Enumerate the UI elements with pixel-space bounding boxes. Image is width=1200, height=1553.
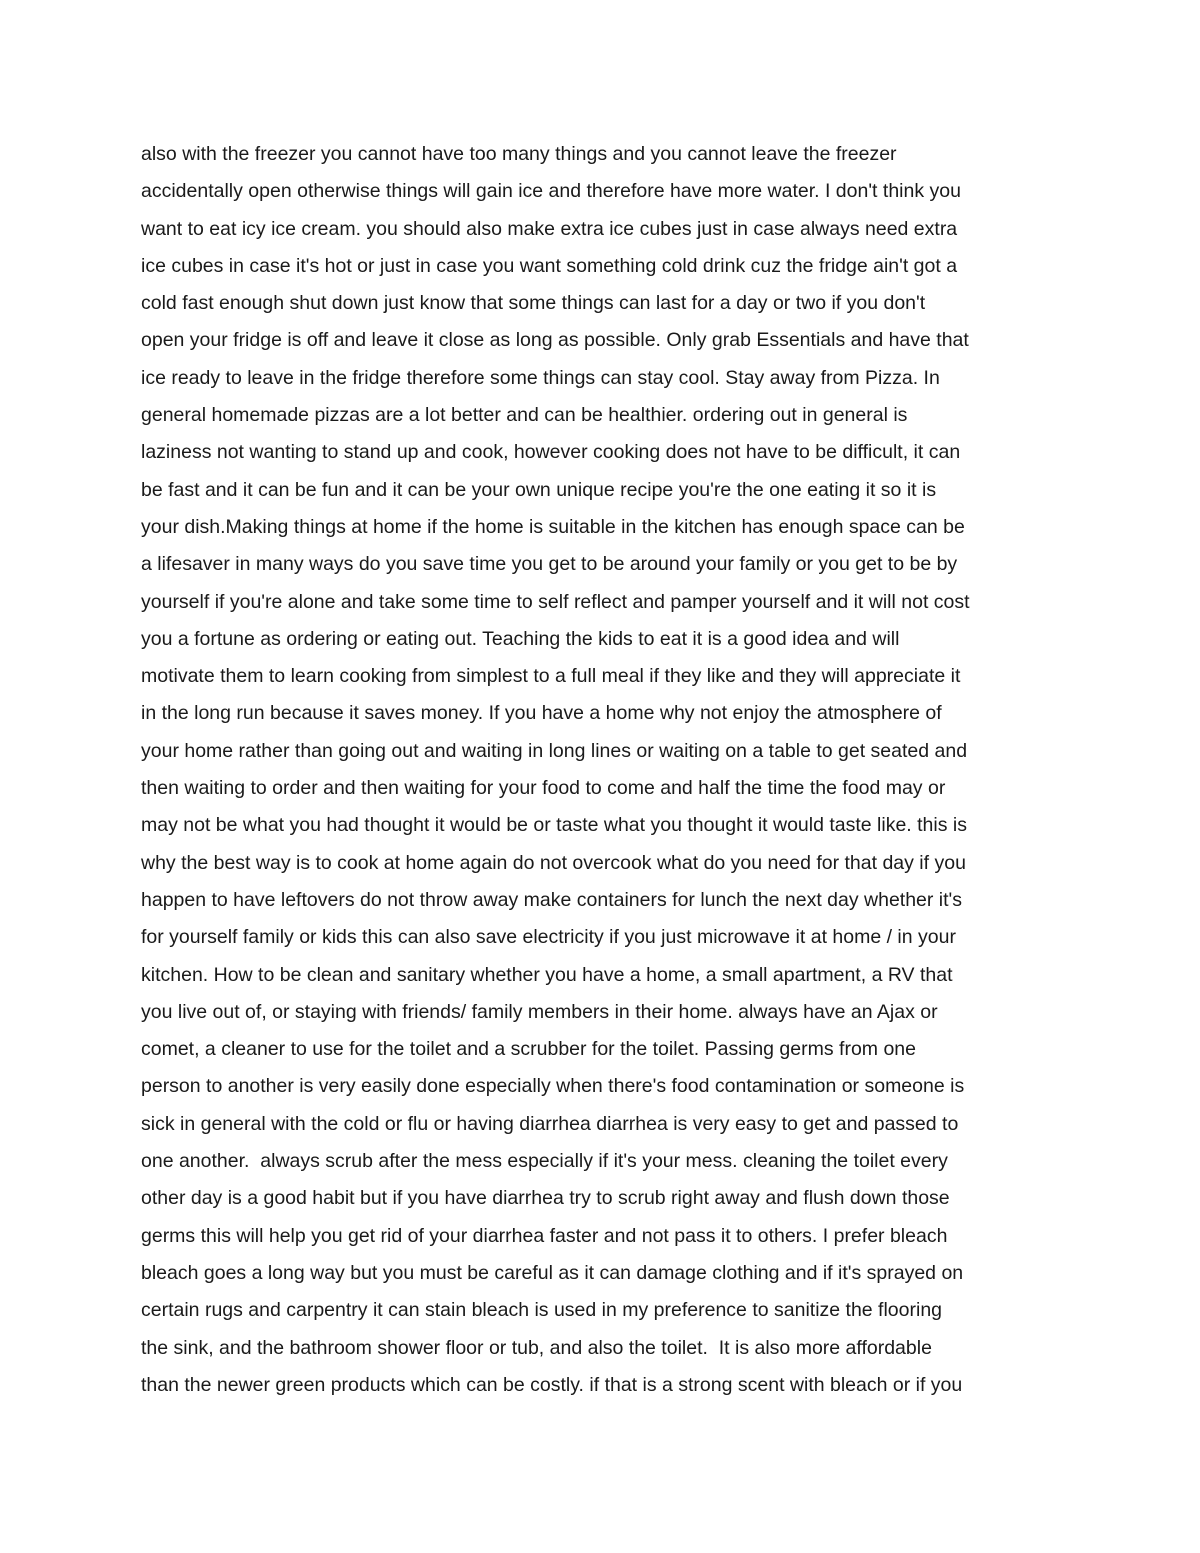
text-line: may not be what you had thought it would be or taste what you thought it would taste like. this is [141, 814, 967, 837]
text-line: happen to have leftovers do not throw away make containers for lunch the next day whether it's [141, 888, 963, 911]
text-line: sick in general with the cold or flu or having diarrhea diarrhea is very easy to get and passed to [141, 1112, 959, 1135]
body-text [141, 136, 1081, 1404]
text-line: for yourself family or kids this can also save electricity if you just microwave it at home / in your [141, 926, 956, 949]
text-line: certain rugs and carpentry it can stain bleach is used in my preference to sanitize the flooring [141, 1299, 943, 1322]
text-line: want to eat icy ice cream. you should also make extra ice cubes just in case always need extra [141, 217, 958, 240]
text-line: then waiting to order and then waiting for your food to come and half the time the food may or [141, 777, 946, 800]
text-line: open your fridge is off and leave it close as long as possible. Only grab Essentials and have that [141, 329, 969, 352]
text-line: person to another is very easily done especially when there's food contamination or someone is [141, 1075, 965, 1098]
text-line: cold fast enough shut down just know that some things can last for a day or two if you don't [141, 292, 926, 315]
text-line: general homemade pizzas are a lot better and can be healthier. ordering out in general is [141, 404, 908, 427]
text-line: motivate them to learn cooking from simplest to a full meal if they like and they will appreciate it [141, 665, 961, 688]
text-line: other day is a good habit but if you have diarrhea try to scrub right away and flush down those [141, 1187, 950, 1210]
text-line: why the best way is to cook at home again do not overcook what do you need for that day if you [141, 851, 966, 874]
text-line: be fast and it can be fun and it can be your own unique recipe you're the one eating it so it is [141, 478, 937, 501]
text-line: ice ready to leave in the fridge therefore some things can stay cool. Stay away from Pizza. In [141, 366, 940, 389]
text-line: the sink, and the bathroom shower floor or tub, and also the toilet. It is also more affordable [141, 1336, 932, 1359]
text-line: laziness not wanting to stand up and cook, however cooking does not have to be difficult, it can [141, 441, 961, 464]
text-line: germs this will help you get rid of your diarrhea faster and not pass it to others. I prefer bleach [141, 1224, 948, 1247]
text-line: kitchen. How to be clean and sanitary whether you have a home, a small apartment, a RV that [141, 963, 953, 986]
text-line: ice cubes in case it's hot or just in case you want something cold drink cuz the fridge ain't got a [141, 254, 958, 277]
text-line: also with the freezer you cannot have too many things and you cannot leave the freezer [141, 143, 897, 165]
text-line: one another. always scrub after the mess especially if it's your mess. cleaning the toilet every [141, 1150, 948, 1173]
text-line: your dish.Making things at home if the home is suitable in the kitchen has enough space can be [141, 515, 965, 538]
text-line: accidentally open otherwise things will gain ice and therefore have more water. I don't think you [141, 180, 961, 203]
text-line: you live out of, or staying with friends/ family members in their home. always have an Ajax or [141, 1000, 938, 1023]
text-line: bleach goes a long way but you must be careful as it can damage clothing and if it's sprayed on [141, 1261, 964, 1284]
text-line: yourself if you're alone and take some time to self reflect and pamper yourself and it will not cost [141, 590, 970, 613]
text-line: a lifesaver in many ways do you save time you get to be around your family or you get to be by [141, 553, 958, 576]
text-line: than the newer green products which can be costly. if that is a strong scent with bleach or if you [141, 1373, 963, 1396]
text-line: your home rather than going out and waiting in long lines or waiting on a table to get seated and [141, 739, 968, 762]
text-line: comet, a cleaner to use for the toilet and a scrubber for the toilet. Passing germs from one [141, 1038, 916, 1061]
text-line: in the long run because it saves money. If you have a home why not enjoy the atmosphere of [141, 702, 942, 725]
text-line: you a fortune as ordering or eating out. Teaching the kids to eat it is a good idea and will [141, 627, 900, 650]
